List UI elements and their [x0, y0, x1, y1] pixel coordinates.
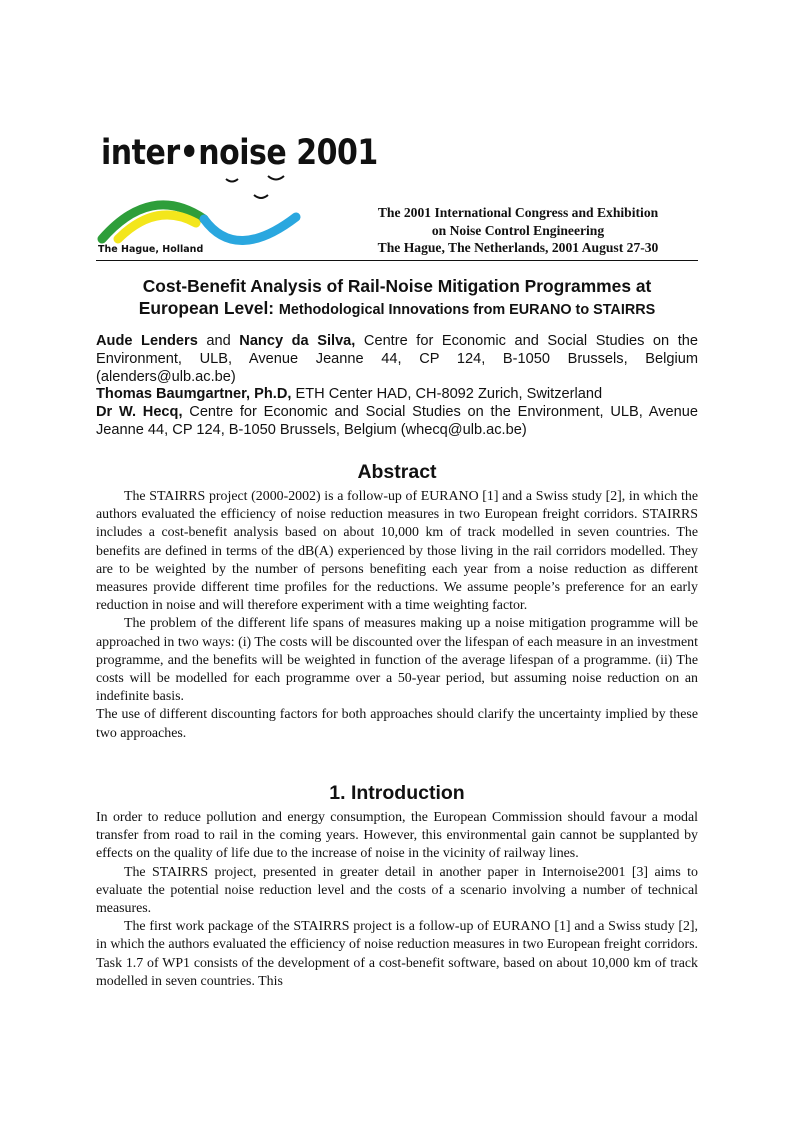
congress-line: on Noise Control Engineering [431, 222, 605, 238]
paper-title [96, 276, 698, 321]
author-entry [96, 333, 698, 386]
congress-line: The Hague, The Netherlands, 2001 August 27-30 [377, 240, 659, 256]
introduction-paragraph: In order to reduce pollution and energy consumption, the European Commission should favour a modal transfer from road to rail in the coming years. However, this environmental gain cannot be supplanted by effects on the quality of life due to the increase of noise in the vicinity of railway lines. [96, 810, 698, 862]
author-affiliation: ETH Center HAD, CH-8092 Zurich, Switzerland [291, 386, 603, 403]
author-name: Dr W. Hecq, [96, 404, 183, 421]
introduction-paragraph: The first work package of the STAIRRS project is a follow-up of EURANO [1] and a Swiss study [2], in which the authors evaluated the efficiency of noise reduction measures in two European freight corridors. Task 1.7 of WP1 consists of the development of a cost-benefit software, based on about 10,000 km of track modelled in seven countries. This [96, 919, 698, 989]
abstract-heading: Abstract [357, 461, 437, 483]
author-name: Thomas Baumgartner, Ph.D, [96, 386, 292, 403]
author-block [96, 333, 698, 440]
author-affiliation: Centre for Economic and Social Studies on the Environment, ULB, Avenue Jeanne 44, CP 124, B-1050 Brussels, Belgium (whecq@ulb.ac.be) [96, 404, 698, 438]
logo-wordmark: inter•noise 2001 [101, 133, 378, 174]
header-divider [96, 260, 698, 261]
abstract-paragraph: The use of different discounting factors for both approaches should clarify the uncertainty implied by these two approaches. [96, 707, 698, 741]
abstract-body [96, 488, 698, 743]
title-line-2 [96, 298, 698, 322]
author-name: Aude Lenders [96, 333, 198, 349]
author-affiliation: Centre for Economic and Social Studies on the Environment, ULB, Avenue Jeanne 44, CP 124, B-1050 Brussels, Belgium (alenders@ulb.ac.be) [96, 333, 698, 385]
congress-info [338, 204, 698, 257]
abstract-paragraph: The problem of the different life spans of measures making up a noise mitigation programme will be approached in two ways: (i) The costs will be discounted over the lifespan of each measure in an investment programme, and the benefits will be weighted in function of the average lifespan of a programme. (ii) The costs will be modelled for each programme over a 50-year period, but assuming noise reduction on an indefinite basis. [96, 616, 698, 705]
title-subtitle: Methodological Innovations from EURANO to STAIRRS [278, 301, 656, 318]
author-entry [96, 386, 698, 404]
author-name: Nancy da Silva, [239, 333, 356, 349]
title-line-2-main: European Level: [138, 297, 275, 318]
author-entry [96, 404, 698, 440]
abstract-paragraph: The STAIRRS project (2000-2002) is a follow-up of EURANO [1] and a Swiss study [2], in which the authors evaluated the efficiency of noise reduction measures in two European freight corridors. STAIRRS includes a cost-benefit analysis based on about 10,000 km of track modelled in seven countries. The benefits are defined in terms of the dB(A) experienced by those living in the rail corridors modelled. They are to be weighted by the number of persons benefiting each year from a noise reduction as different measures provide different time profiles for the reductions. We assume people’s preference for an early reduction in noise and will therefore experiment with a time weighting factor. [96, 489, 698, 614]
title-line-1: Cost-Benefit Analysis of Rail-Noise Mitigation Programmes at [142, 276, 652, 296]
logo-location: The Hague, Holland [98, 244, 204, 255]
introduction-heading: 1. Introduction [329, 782, 465, 804]
introduction-paragraph: The STAIRRS project, presented in greater detail in another paper in Internoise2001 [3] aims to evaluate the potential noise reduction level and the costs of a scenario involving a number of technical measures. [96, 864, 698, 917]
introduction-body [96, 809, 698, 991]
congress-line: The 2001 International Congress and Exhibition [377, 205, 659, 220]
conference-logo [96, 133, 378, 263]
author-conjunction: and [197, 333, 240, 349]
logo-waves-graphic [96, 173, 336, 253]
